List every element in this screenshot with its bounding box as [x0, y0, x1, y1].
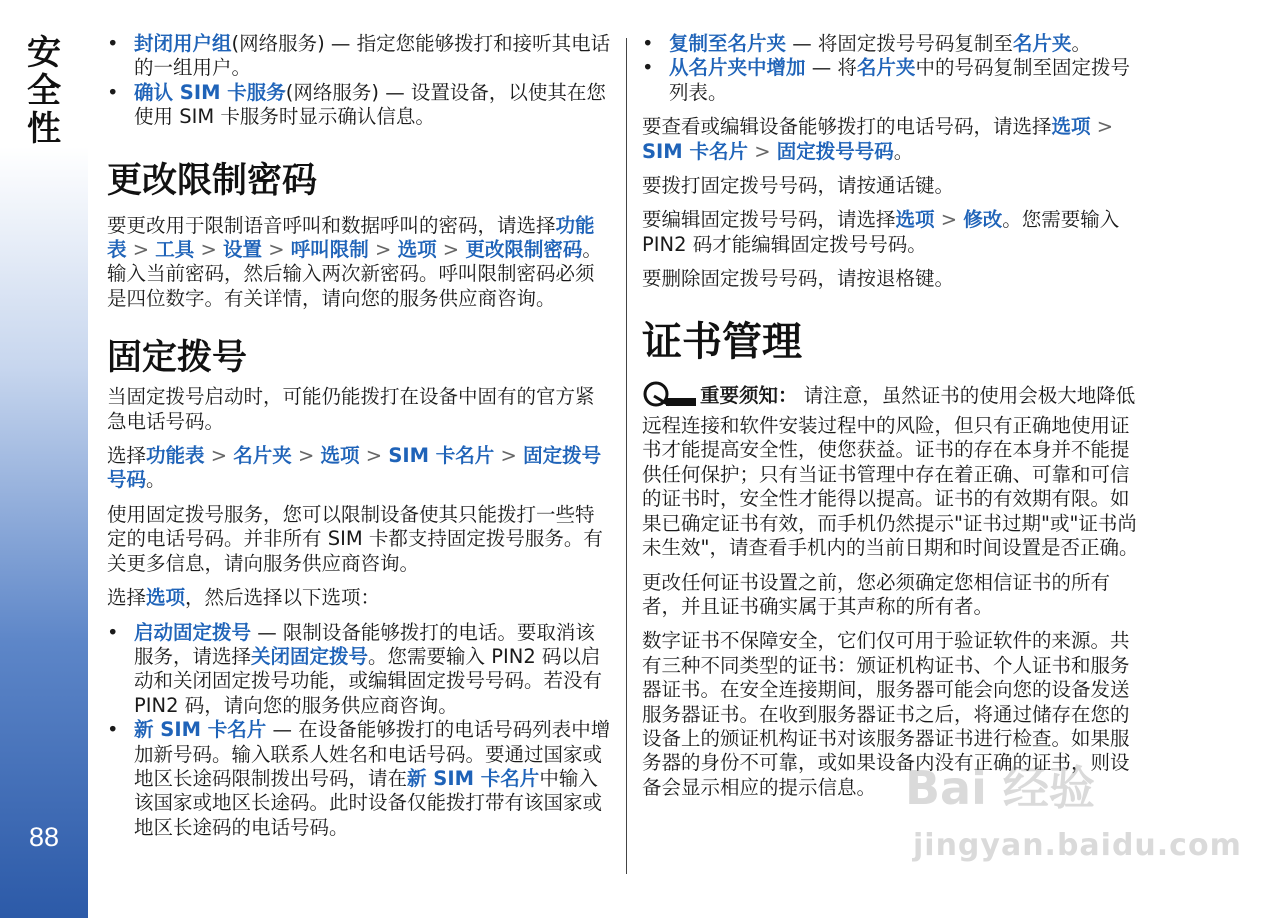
text: 。: [146, 468, 166, 492]
paragraph-fixed-2: 选择功能表 > 名片夹 > 选项 > SIM 卡名片 > 固定拨号号码。: [107, 444, 602, 492]
text: 。: [893, 139, 914, 163]
list-item: [642, 56, 1148, 105]
path-options[interactable]: 选项: [397, 238, 437, 262]
link-new-sim-contact[interactable]: 新 SIM 卡名片: [134, 718, 267, 742]
path-settings[interactable]: 设置: [223, 238, 263, 262]
path-options[interactable]: 选项: [320, 444, 360, 468]
text: 。您需要输入 PIN2 码以启动和关闭固定拨号功能，或编辑固定拨号号码。若没有 PIN2 码，请向您的服务供应商咨询。: [134, 644, 603, 717]
paragraph-cert-2: 更改任何证书设置之前，您必须确定您相信证书的所有者，并且证书确实属于其声称的所有者。: [642, 570, 1111, 618]
text: ，然后选择以下选项：: [185, 586, 381, 610]
paragraph-cert-3: 数字证书不保障安全，它们仅可用于验证软件的来源。共有三种不同类型的证书：颁证机构证书、个人证书和服务器证书。在安全连接期间，服务器可能会向您的设备发送服务器证书。在收到服务器证书之后，将通过储存在您的设备上的颁证机构证书对该服务器证书进行检查。如果服务器的身份不可靠，或如果设备内没有正确的证书，则设备会显示相应的提示信息。: [642, 629, 1130, 799]
sidebar: [0, 0, 88, 918]
bullet-list-right: [642, 32, 1148, 105]
path-contacts[interactable]: 名片夹: [233, 444, 292, 468]
link-activate-fixed-dialing[interactable]: 启动固定拨号: [134, 620, 252, 644]
text: 中的号码复制至固定拨号列表。: [669, 56, 1130, 104]
path-change-barring-pw[interactable]: 更改限制密码: [465, 238, 583, 262]
text: 中输入该国家或地区长途码。此时设备仅能拨打带有该国家或地区长途码的电话号码。: [134, 766, 603, 839]
link-copy-to-contacts[interactable]: 复制至名片夹: [669, 32, 787, 55]
link-closed-user-group[interactable]: 封闭用户组: [134, 32, 232, 55]
text: — 将固定拨号号码复制至: [786, 32, 1013, 55]
link-confirm-sim-services[interactable]: 确认 SIM 卡服务: [134, 80, 286, 104]
watermark-line2: jingyan.baidu.com: [913, 828, 1242, 863]
paragraph-view-numbers: 要查看或编辑设备能够拨打的电话号码，请选择选项 > SIM 卡名片 > 固定拨号号码。: [642, 115, 1114, 163]
text: 要编辑固定拨号号码，请选择: [642, 208, 896, 232]
column-divider: [626, 38, 627, 874]
important-note: [642, 380, 1148, 561]
note-heading: 重要须知：: [700, 383, 798, 407]
page-number: 88: [28, 822, 60, 852]
note-text: 请注意，虽然证书的使用会极大地降低远程连接和软件安装过程中的风险，但只有正确地使用证书才能提高安全性，使您获益。证书的存在本身并不能提供任何保护；只有当证书管理中存在着正确、可靠和可信的证书时，安全性才能得以提高。证书的有效期有限。如果已确定证书有效，而手机仍然提示"证书过期"或"证书尚未生效"，请查看手机内的当前日期和时间设置是否正确。: [642, 383, 1139, 560]
text: 。输入当前密码，然后输入两次新密码。呼叫限制密码必须是四位数字。有关详情，请向您的服务供应商咨询。: [107, 238, 602, 310]
heading-fixed-dialing: 固定拨号: [107, 338, 248, 379]
text: — 将: [805, 56, 857, 80]
path-sim-contacts[interactable]: SIM 卡名片: [642, 139, 748, 163]
text: — 在设备能够拨打的电话号码列表中增加新号码。输入联系人姓名和电话号码。要通过国家或地区长途码限制拨出号码，请在: [134, 718, 611, 790]
heading-certificate-management: 证书管理: [642, 318, 802, 365]
link-edit[interactable]: 修改: [963, 208, 1003, 232]
link-options[interactable]: 选项: [895, 208, 935, 232]
text: 选择: [107, 586, 147, 610]
path-fixed-numbers[interactable]: 固定拨号号码: [776, 139, 894, 163]
text: 。: [1071, 32, 1091, 55]
text: 选择: [107, 444, 147, 468]
list-item: [107, 81, 613, 130]
link-new-sim-contact-2[interactable]: 新 SIM 卡名片: [407, 766, 540, 790]
path-tools[interactable]: 工具: [155, 238, 195, 262]
link-options[interactable]: 选项: [146, 586, 186, 610]
link-add-from-contacts[interactable]: 从名片夹中增加: [669, 56, 806, 80]
link-deactivate-fixed-dialing[interactable]: 关闭固定拨号: [251, 644, 369, 668]
bullet-list-fixed: [107, 621, 613, 841]
text: 。您需要输入 PIN2 码才能编辑固定拨号号码。: [642, 208, 1120, 256]
text: — 限制设备能够拨打的电话。要取消该服务，请选择: [134, 620, 595, 668]
right-column: [642, 32, 1148, 810]
paragraph-edit: 要编辑固定拨号号码，请选择选项 > 修改。您需要输入 PIN2 码才能编辑固定拨号号码。: [642, 208, 1120, 256]
path-call-barring[interactable]: 呼叫限制: [290, 238, 369, 262]
list-item-text: (网络服务) — 指定您能够拨打和接听其电话的一组用户。: [134, 32, 611, 80]
heading-change-barring-password: 更改限制密码: [107, 160, 318, 201]
paragraph-change-password: 要更改用于限制语音呼叫和数据呼叫的密码，请选择功能表 > 工具 > 设置 > 呼叫限制 > 选项 > 更改限制密码。输入当前密码，然后输入两次新密码。呼叫限制密码必须是四位数字。有关详情，请向您的服务供应商咨询。: [107, 213, 602, 310]
left-column: [107, 32, 613, 850]
paragraph-call: 要拨打固定拨号号码，请按通话键。: [642, 174, 955, 198]
text: 要查看或编辑设备能够拨打的电话号码，请选择: [642, 115, 1052, 139]
path-options[interactable]: 选项: [1051, 115, 1091, 139]
paragraph-fixed-3: 使用固定拨号服务，您可以限制设备使其只能拨打一些特定的电话号码。并非所有 SIM 卡都支持固定拨号服务。有关更多信息，请向服务供应商咨询。: [107, 502, 603, 575]
section-tab-title: 安全性: [27, 33, 61, 149]
paragraph-delete: 要删除固定拨号号码，请按退格键。: [642, 267, 955, 291]
paragraph-fixed-1: 当固定拨号启动时，可能仍能拨打在设备中固有的官方紧急电话号码。: [107, 385, 595, 433]
important-note-icon: [642, 380, 698, 414]
list-item-text: (网络服务) — 设置设备，以使其在您使用 SIM 卡服务时显示确认信息。: [134, 80, 606, 129]
path-menu[interactable]: 功能表: [146, 444, 205, 468]
list-item: [107, 621, 613, 719]
bullet-list-top: [107, 32, 613, 130]
list-item: [107, 32, 613, 81]
list-item: [107, 718, 613, 840]
link-contacts[interactable]: 名片夹: [856, 56, 916, 80]
watermark-line1: Bai 经验: [905, 761, 1095, 815]
paragraph-fixed-4: [107, 586, 613, 610]
path-fixed-numbers[interactable]: 固定拨号号码: [107, 444, 602, 492]
path-menu[interactable]: 功能表: [107, 213, 595, 262]
path-sim-contacts[interactable]: SIM 卡名片: [388, 444, 495, 468]
text: 要更改用于限制语音呼叫和数据呼叫的密码，请选择: [107, 213, 556, 237]
list-item: [642, 32, 1148, 56]
link-contacts[interactable]: 名片夹: [1012, 32, 1072, 55]
